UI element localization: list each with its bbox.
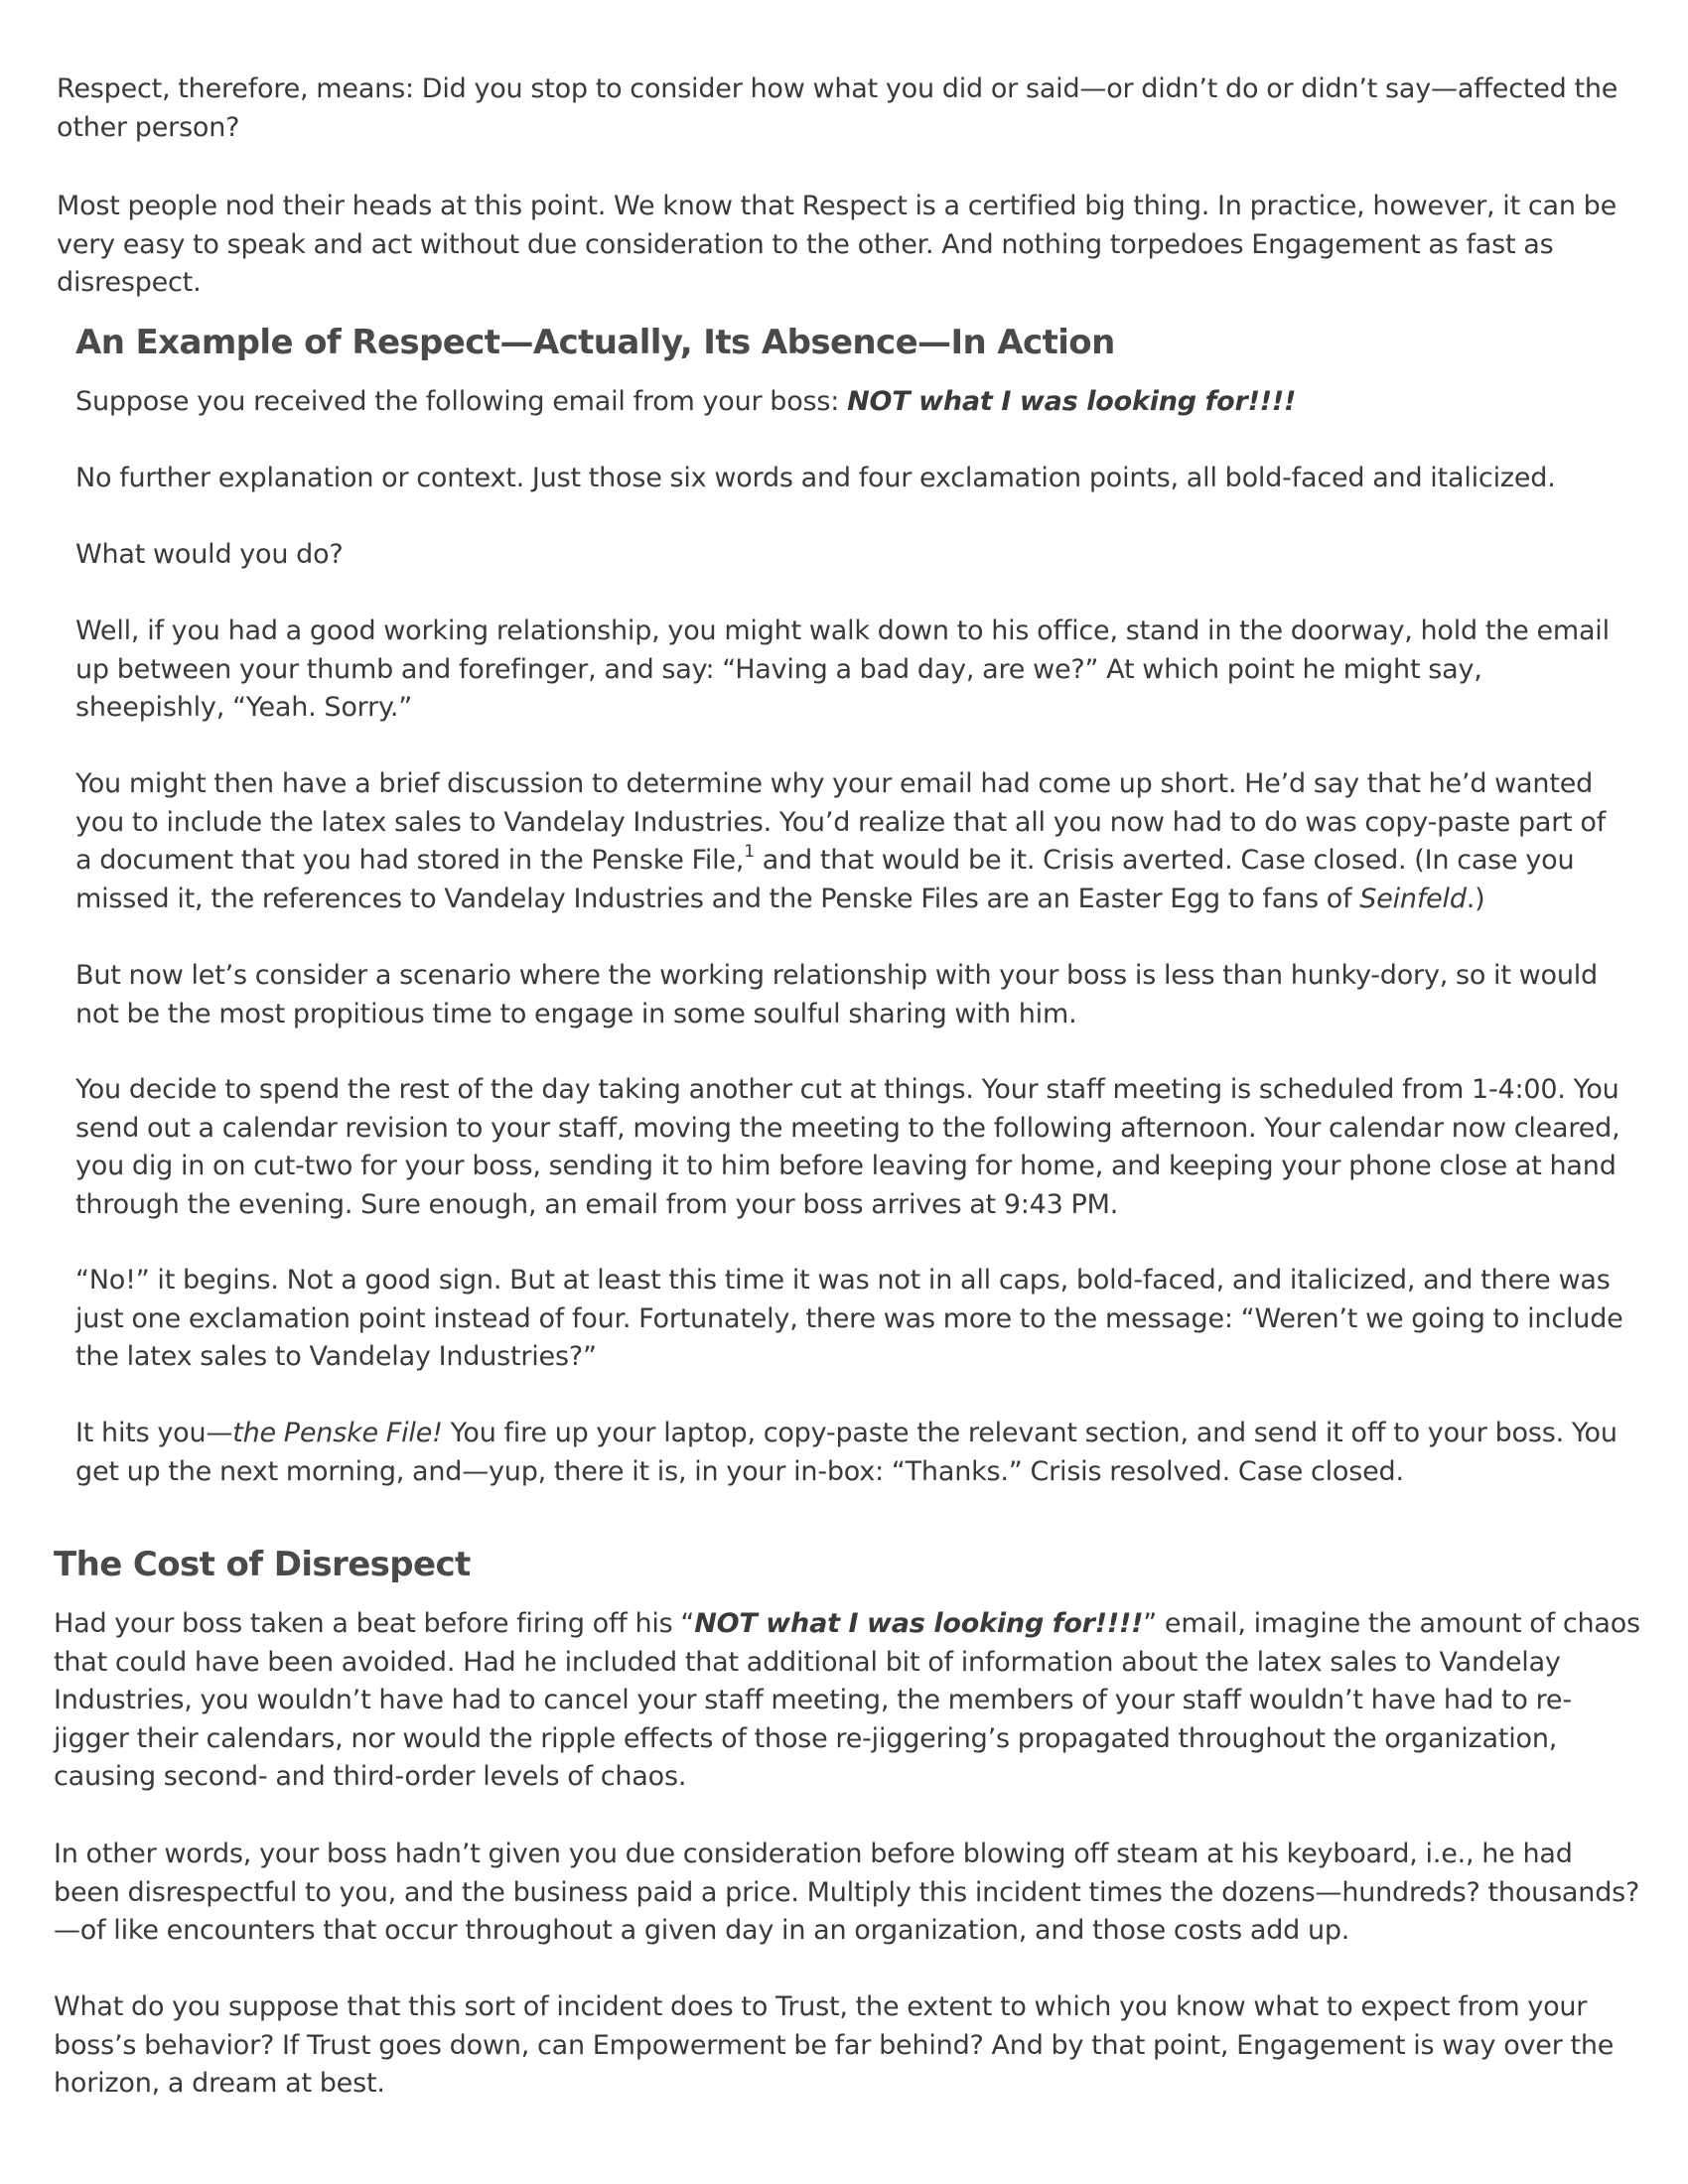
cost-email-quote: NOT what I was looking for!!!! xyxy=(694,1608,1144,1639)
example-discussion-seinfeld: Seinfeld xyxy=(1359,883,1467,914)
example-paragraph-no-context: No further explanation or context. Just those six words and four exclamation points, all bold-faced and italicized. xyxy=(75,463,1556,493)
example-paragraph-discussion xyxy=(75,765,1624,918)
example-discussion-text-a: You might then have a brief discussion to determine why your email had come up short. He’d say that he’d wanted you to include the latex sales to Vandelay Industries. You’d realize that all you now had to do was copy-paste part of a document that you had stored in the Penske File, xyxy=(75,768,1607,876)
cost-paragraph-chaos xyxy=(54,1605,1642,1797)
example-penske-text-a: It hits you— xyxy=(75,1418,233,1448)
intro-paragraph-respect-definition: Respect, therefore, means: Did you stop to consider how what you did or said—or didn’t do or didn’t say—affected the other person? xyxy=(57,73,1618,143)
section-heading-cost: The Cost of Disrespect xyxy=(54,1545,471,1584)
example-penske-text-b: You fire up your laptop, copy-paste the relevant section, and send it off to your boss. You get up the next morning, and—yup, there it is, in your in-box: “Thanks.” Crisis resolved. Case closed. xyxy=(75,1418,1618,1487)
footnote-marker: 1 xyxy=(744,842,755,862)
intro-paragraph-nod-heads: Most people nod their heads at this point. We know that Respect is a certified big thing. In practice, however, it can be very easy to speak and act without due consideration to the other. And nothing torpedoes Engagement as fast as disrespect. xyxy=(57,191,1618,298)
cost-chaos-text-b: ” email, imagine the amount of chaos that could have been avoided. Had he included that additional bit of information about the latex sales to Vandelay Industries, you wouldn’t have had to cancel your staff meeting, the members of your staff wouldn’t have had to re-jigger their calendars, nor would the ripple effects of those re-jiggering’s propagated throughout the organization, causing second- and third-order levels of chaos. xyxy=(54,1608,1640,1792)
example-paragraph-good-relationship: Well, if you had a good working relationship, you might walk down to his office, stand in the doorway, hold the email up between your thumb and forefinger, and say: “Having a bad day, are we?” At which point he might say, sheepishly, “Yeah. Sorry.” xyxy=(75,615,1610,723)
example-discussion-text-c: .) xyxy=(1466,883,1485,914)
example-paragraph-no-email: “No!” it begins. Not a good sign. But at least this time it was not in all caps, bold-faced, and italicized, and there was just one exclamation point instead of four. Fortunately, there was more to the message: “Weren’t we going to include the latex sales to Vandelay Industries?” xyxy=(75,1265,1623,1372)
cost-paragraph-other-words: In other words, your boss hadn’t given you due consideration before blowing off steam at his keyboard, i.e., he had been disrespectful to you, and the business paid a price. Multiply this incident times the dozens—hundreds? thousands?—of like encounters that occur throughout a given day in an organization, and those costs add up. xyxy=(54,1839,1640,1946)
example-paragraph-scenario: But now let’s consider a scenario where the working relationship with your boss is less than hunky-dory, so it would not be the most propitious time to engage in some soulful sharing with him. xyxy=(75,960,1598,1029)
example-paragraph-question: What would you do? xyxy=(75,539,344,570)
example-email-quote: NOT what I was looking for!!!! xyxy=(847,386,1297,417)
example-paragraph-staff-meeting: You decide to spend the rest of the day taking another cut at things. Your staff meeting is scheduled from 1-4:00. You send out a calendar revision to your staff, moving the meeting to the following afternoon. Your calendar now cleared, you dig in on cut-two for your boss, sending it to him before leaving for home, and keeping your phone close at hand through the evening. Sure enough, an email from your boss arrives at 9:43 PM. xyxy=(75,1074,1620,1220)
cost-paragraph-trust: What do you suppose that this sort of incident does to Trust, the extent to which you know what to expect from your boss’s behavior? If Trust goes down, can Empowerment be far behind? And by that point, Engagement is way over the horizon, a dream at best. xyxy=(54,1991,1615,2099)
example-discussion-text-b: and that would be it. Crisis averted. Case closed. (In case you missed it, the references to Vandelay Industries and the Penske Files are an Easter Egg to fans of xyxy=(75,845,1575,914)
example-paragraph-penske-file xyxy=(75,1415,1624,1491)
example-paragraph-email xyxy=(75,383,1624,422)
example-penske-italic: the Penske File! xyxy=(232,1418,443,1448)
section-heading-example: An Example of Respect—Actually, Its Absence—In Action xyxy=(75,323,1115,362)
example-email-lead: Suppose you received the following email from your boss: xyxy=(75,386,848,417)
cost-chaos-text-a: Had your boss taken a beat before firing off his “ xyxy=(54,1608,695,1639)
